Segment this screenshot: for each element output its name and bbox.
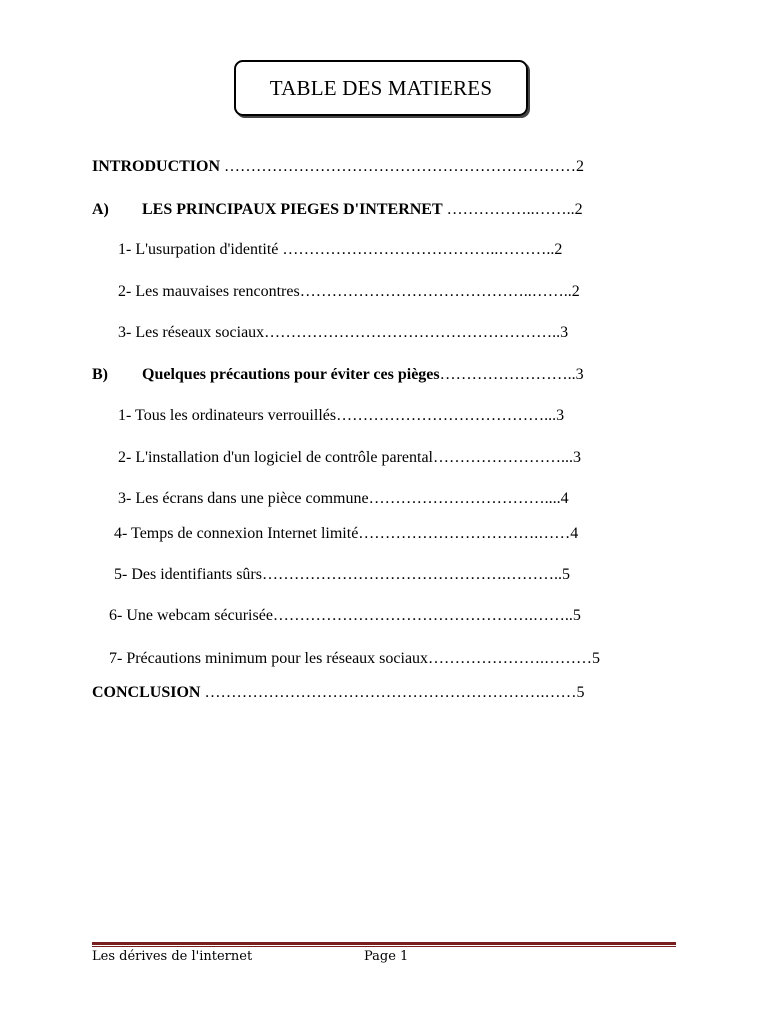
toc-page-number: 3 (556, 407, 565, 424)
toc-leader-dots: ……………………………………………….. (264, 324, 561, 341)
toc-leader-dots: …………………………………..……….. (282, 241, 555, 258)
toc-entry-label: LES PRINCIPAUX PIEGES D'INTERNET (142, 201, 443, 218)
footer-divider (92, 942, 676, 945)
footer-divider-thin (92, 946, 676, 947)
toc-entry-conclusion[interactable] (92, 683, 584, 703)
toc-leader-dots: ……………………... (433, 449, 573, 466)
toc-page-number: 3 (560, 324, 569, 341)
toc-entry-section-b[interactable] (92, 365, 584, 385)
toc-leader-dots: …………………………….…… (358, 525, 571, 542)
toc-leader-dots: …………………………….... (368, 490, 561, 507)
toc-page-number: 2 (554, 241, 563, 258)
toc-page-number: 5 (561, 566, 570, 583)
footer-page-number: Page 1 (364, 949, 409, 964)
toc-entry-label: 2- Les mauvaises rencontres (118, 283, 300, 300)
toc-leader-dots: ………………………………………………………… (224, 158, 577, 175)
toc-entry-b7[interactable] (109, 649, 600, 669)
toc-entry-b4[interactable] (114, 524, 578, 544)
toc-entry-label: INTRODUCTION (92, 158, 221, 175)
toc-section-letter: B) (92, 366, 108, 383)
toc-entry-label: 3- Les réseaux sociaux (118, 324, 265, 341)
toc-page-number: 5 (572, 607, 581, 624)
toc-page-number: 2 (576, 158, 585, 175)
toc-entry-label: 1- L'usurpation d'identité (118, 241, 279, 258)
toc-page-number: 5 (592, 650, 601, 667)
toc-leader-dots: …………………….. (439, 366, 576, 383)
toc-entry-b6[interactable] (109, 606, 581, 626)
toc-page-number: 4 (560, 490, 569, 507)
toc-entry-label: CONCLUSION (92, 684, 201, 701)
toc-entry-label: 2- L'installation d'un logiciel de contrôle parental (118, 449, 433, 466)
toc-entry-b2[interactable] (118, 448, 581, 468)
toc-entry-b3[interactable] (118, 489, 569, 509)
toc-page-number: 4 (570, 525, 579, 542)
toc-leader-dots: ………………….……… (428, 650, 593, 667)
toc-entry-section-a[interactable] (92, 200, 583, 220)
toc-leader-dots: ……………………………………….……….. (261, 566, 562, 583)
toc-leader-dots: ……………..…….. (446, 201, 575, 218)
toc-page-number: 3 (573, 449, 581, 466)
toc-page-number: 2 (571, 283, 580, 300)
footer-document-title: Les dérives de l'internet (92, 949, 253, 964)
toc-page-number: 2 (574, 201, 583, 218)
toc-entry-introduction[interactable] (92, 157, 584, 177)
toc-entry-label: 1- Tous les ordinateurs verrouillés (118, 407, 337, 424)
toc-entry-a2[interactable] (118, 282, 580, 302)
toc-entry-a1[interactable] (118, 240, 562, 260)
toc-leader-dots: …………………………………... (336, 407, 557, 424)
toc-entry-label: 5- Des identifiants sûrs (114, 566, 262, 583)
toc-section-letter: A) (92, 201, 109, 218)
toc-entry-b5[interactable] (114, 565, 570, 585)
toc-page-number: 3 (575, 366, 584, 383)
toc-entry-label: Quelques précautions pour éviter ces pièges (142, 366, 440, 383)
toc-title: TABLE DES MATIERES (269, 75, 493, 100)
toc-entry-label: 7- Précautions minimum pour les réseaux sociaux (109, 650, 429, 667)
toc-entry-a3[interactable] (118, 323, 568, 343)
toc-leader-dots: ……………………………………………………….…… (204, 684, 577, 701)
toc-page-number: 5 (576, 684, 585, 701)
toc-entry-label: 4- Temps de connexion Internet limité (114, 525, 359, 542)
toc-entry-b1[interactable] (118, 406, 564, 426)
toc-entry-label: 6- Une webcam sécurisée (109, 607, 273, 624)
toc-leader-dots: ……………………………………..…….. (299, 283, 572, 300)
toc-title-box (234, 60, 528, 116)
toc-entry-label: 3- Les écrans dans une pièce commune (118, 490, 369, 507)
toc-leader-dots: ………………………………………….…….. (272, 607, 573, 624)
